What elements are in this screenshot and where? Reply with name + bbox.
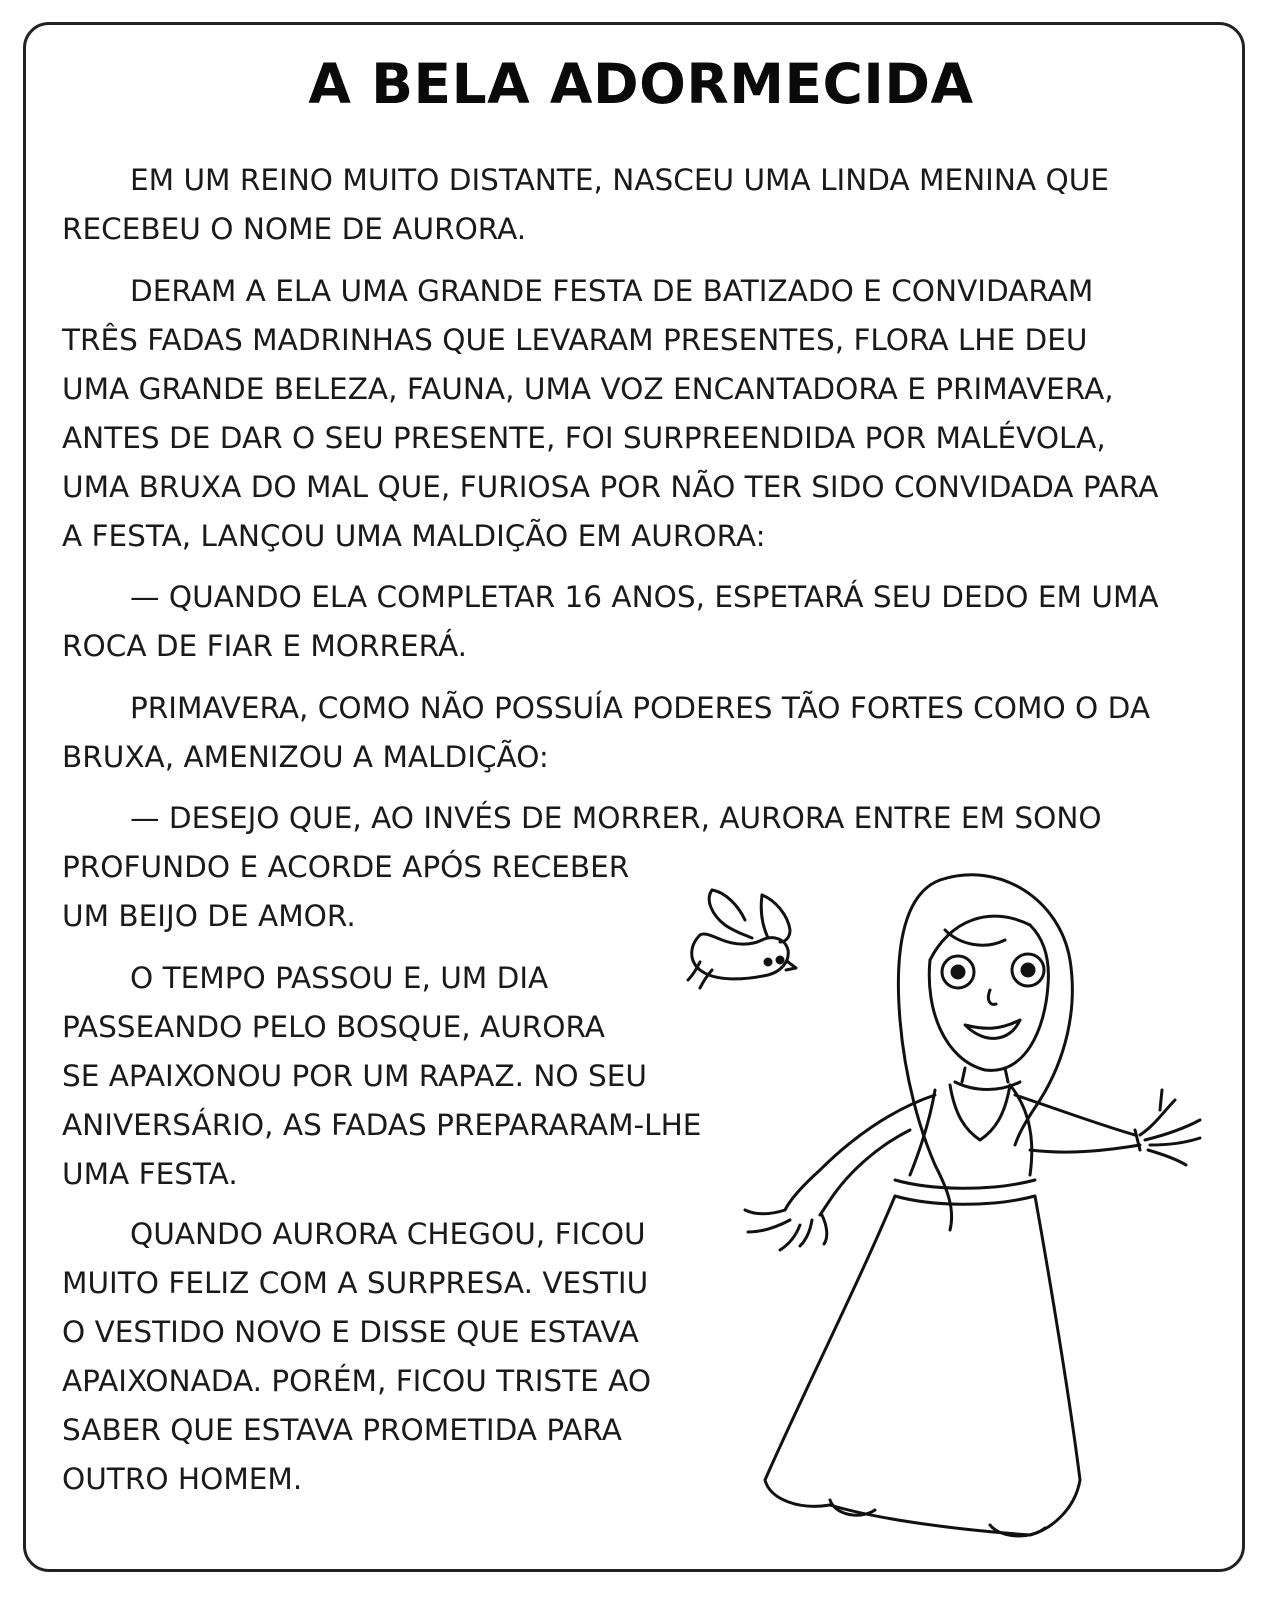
text-line: RECEBEU O NOME DE AURORA.: [62, 212, 527, 246]
text-line: O VESTIDO NOVO E DISSE QUE ESTAVA: [62, 1315, 639, 1349]
text-line: UM BEIJO DE AMOR.: [62, 899, 356, 933]
text-line: PRIMAVERA, COMO NÃO POSSUÍA PODERES TÃO FORTES COMO O DA: [130, 691, 1151, 725]
text-line: A FESTA, LANÇOU UMA MALDIÇÃO EM AURORA:: [62, 519, 766, 553]
page-title: A BELA ADORMECIDA: [308, 52, 974, 116]
text-line: TRÊS FADAS MADRINHAS QUE LEVARAM PRESENTES, FLORA LHE DEU: [62, 323, 1088, 357]
bird-icon: [688, 890, 796, 988]
text-line: — DESEJO QUE, AO INVÉS DE MORRER, AURORA ENTRE EM SONO: [130, 801, 1102, 835]
text-line: UMA FESTA.: [62, 1157, 238, 1191]
text-line: DERAM A ELA UMA GRANDE FESTA DE BATIZADO E CONVIDARAM: [130, 274, 1094, 308]
text-line: PASSEANDO PELO BOSQUE, AURORA: [62, 1010, 605, 1044]
text-line: ANIVERSÁRIO, AS FADAS PREPARARAM-LHE: [62, 1108, 702, 1142]
princess-icon: [745, 875, 1200, 1536]
text-line: OUTRO HOMEM.: [62, 1462, 303, 1496]
illustration: [680, 860, 1220, 1550]
text-line: APAIXONADA. PORÉM, FICOU TRISTE AO: [62, 1364, 652, 1398]
text-line: — QUANDO ELA COMPLETAR 16 ANOS, ESPETARÁ SEU DEDO EM UMA: [130, 580, 1159, 614]
text-line: BRUXA, AMENIZOU A MALDIÇÃO:: [62, 740, 549, 774]
text-line: ANTES DE DAR O SEU PRESENTE, FOI SURPREENDIDA POR MALÉVOLA,: [62, 421, 1106, 455]
text-line: SE APAIXONOU POR UM RAPAZ. NO SEU: [62, 1059, 647, 1093]
text-line: UMA GRANDE BELEZA, FAUNA, UMA VOZ ENCANTADORA E PRIMAVERA,: [62, 372, 1114, 406]
text-line: EM UM REINO MUITO DISTANTE, NASCEU UMA LINDA MENINA QUE: [130, 163, 1109, 197]
text-line: PROFUNDO E ACORDE APÓS RECEBER: [62, 850, 630, 884]
text-line: ROCA DE FIAR E MORRERÁ.: [62, 629, 467, 663]
text-line: SABER QUE ESTAVA PROMETIDA PARA: [62, 1413, 622, 1447]
text-line: QUANDO AURORA CHEGOU, FICOU: [130, 1217, 646, 1251]
text-line: MUITO FELIZ COM A SURPRESA. VESTIU: [62, 1266, 649, 1300]
text-line: O TEMPO PASSOU E, UM DIA: [130, 961, 549, 995]
text-line: UMA BRUXA DO MAL QUE, FURIOSA POR NÃO TER SIDO CONVIDADA PARA: [62, 470, 1159, 504]
